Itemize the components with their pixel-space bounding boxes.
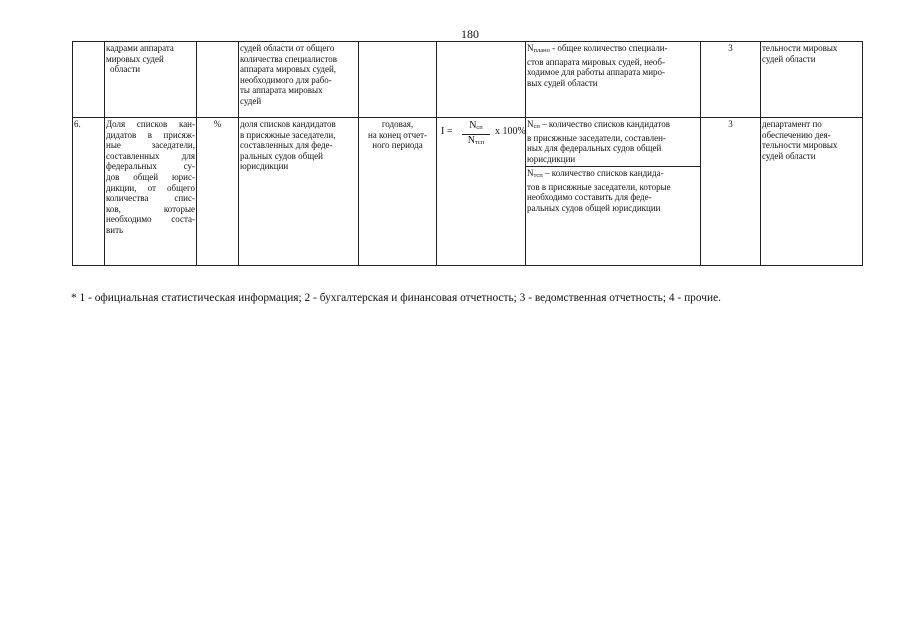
text-line: судей — [240, 95, 262, 106]
col-line-3 — [196, 41, 197, 266]
text-line: кадрами аппарата — [106, 43, 174, 53]
text-line: ков, которые — [106, 203, 195, 214]
formula-lhs: I = — [441, 126, 453, 137]
cont-source: 3 — [728, 43, 733, 53]
col-line-10 — [862, 41, 863, 266]
text-line: стов аппарата мировых судей, необ- — [527, 56, 666, 67]
text-line: ральных судов общей юрисдикции — [527, 202, 661, 213]
text-line: необходимо соста- — [106, 214, 195, 225]
formula-fraction — [460, 120, 492, 149]
table-border-bottom — [72, 265, 862, 266]
periodicity — [359, 119, 436, 151]
text-line: тов в присяжные заседатели, которые — [527, 181, 671, 192]
text-line: годовая, — [381, 119, 414, 129]
var-symbol: N — [527, 168, 534, 178]
var-subscript: тсп — [533, 172, 543, 179]
responsible-body — [762, 119, 861, 161]
cont-indicator-name — [106, 43, 195, 75]
text-line: необходимо составить для феде- — [527, 192, 652, 203]
formula-rhs: x 100% — [495, 126, 526, 137]
text-line: в присяжные заседатели, составлен- — [527, 132, 666, 143]
var-symbol: N — [527, 119, 534, 129]
formula-symbol: N — [469, 120, 477, 131]
formula-symbol: N — [467, 135, 475, 146]
text-line: департамент по — [762, 119, 822, 129]
definition — [240, 119, 357, 172]
variable-1-description — [527, 119, 699, 164]
footnote: * 1 - официальная статистическая информация; 2 - бухгалтерская и финансовая отчетность; 3 - ведомственная отчетность; 4 - прочие. — [71, 292, 721, 304]
text-line — [527, 43, 699, 57]
text-line: дикции, от общего — [106, 182, 195, 193]
calculation-formula — [440, 120, 526, 150]
text-line: федеральных су- — [106, 161, 195, 172]
variable-divider — [525, 166, 700, 167]
var-text: – количество списков кандида- — [542, 168, 664, 178]
text-line: юрисдикции — [240, 161, 289, 172]
indicator-name — [106, 119, 195, 236]
text-line: ральных судов общей — [240, 150, 323, 161]
page-number: 180 — [461, 27, 479, 41]
col-line-2 — [104, 41, 105, 266]
text-line: юрисдикции — [527, 153, 576, 164]
col-line-1 — [72, 41, 73, 266]
text-line: тельности мировых — [762, 140, 838, 151]
text-line: ные заседатели, — [106, 140, 195, 151]
text-line — [527, 119, 699, 133]
text-line: судей области от общего — [240, 43, 335, 53]
text-line: необходимого для рабо- — [240, 74, 332, 85]
col-line-6 — [436, 41, 437, 266]
text-line: мировых судей — [106, 53, 164, 64]
formula-numerator — [460, 120, 492, 134]
text-line: ходимое для работы аппарата миро- — [527, 67, 666, 78]
text-line: доля списков кандидатов — [240, 119, 336, 129]
text-line: вить — [106, 224, 124, 235]
text-line: ных для федеральных судов общей — [527, 143, 662, 154]
var-text: - общее количество специали- — [549, 43, 668, 53]
unit: % — [213, 119, 222, 129]
text-line: дидатов в присяж- — [106, 129, 195, 140]
text-line: количества специалистов — [240, 53, 338, 64]
text-line: на конец отчет- — [367, 129, 428, 140]
text-line: Доля списков кан- — [106, 119, 195, 129]
text-line: обеспечению дея- — [762, 129, 831, 140]
var-symbol: N — [527, 43, 534, 53]
text-line: ного периода — [372, 140, 423, 151]
text-line: аппарата мировых судей, — [240, 64, 337, 75]
formula-subscript: тсп — [474, 139, 485, 146]
col-line-8 — [700, 41, 701, 266]
text-line: составленных для — [106, 150, 195, 161]
text-line: области — [110, 64, 141, 75]
cont-definition — [240, 43, 357, 107]
var-subscript: плано — [533, 47, 550, 54]
row-divider — [72, 117, 862, 118]
data-source: 3 — [728, 119, 733, 129]
text-line: судей области — [762, 150, 816, 161]
text-line: дов общей юрис- — [106, 171, 195, 182]
col-line-4 — [238, 41, 239, 266]
text-line — [527, 168, 699, 182]
text-line: вых судей области — [527, 77, 598, 88]
col-line-9 — [760, 41, 761, 266]
col-line-7 — [525, 41, 526, 266]
text-line: ты аппарата мировых — [240, 85, 323, 96]
var-subscript: сп — [533, 123, 540, 130]
row-number: 6. — [74, 119, 81, 129]
text-line: количества спис- — [106, 193, 195, 204]
col-line-5 — [358, 41, 359, 266]
text-line: составленных для феде- — [240, 140, 333, 151]
variable-2-description — [527, 168, 699, 213]
formula-denominator — [460, 135, 492, 149]
table-border-top — [72, 41, 862, 42]
cont-variable-description — [527, 43, 699, 88]
text-line: тельности мировых — [762, 43, 838, 53]
text-line: в присяжные заседатели, — [240, 129, 336, 140]
text-line: судей области — [762, 53, 816, 64]
var-text: – количество списков кандидатов — [539, 119, 670, 129]
cont-responsible — [762, 43, 861, 64]
formula-subscript: сп — [476, 124, 483, 131]
